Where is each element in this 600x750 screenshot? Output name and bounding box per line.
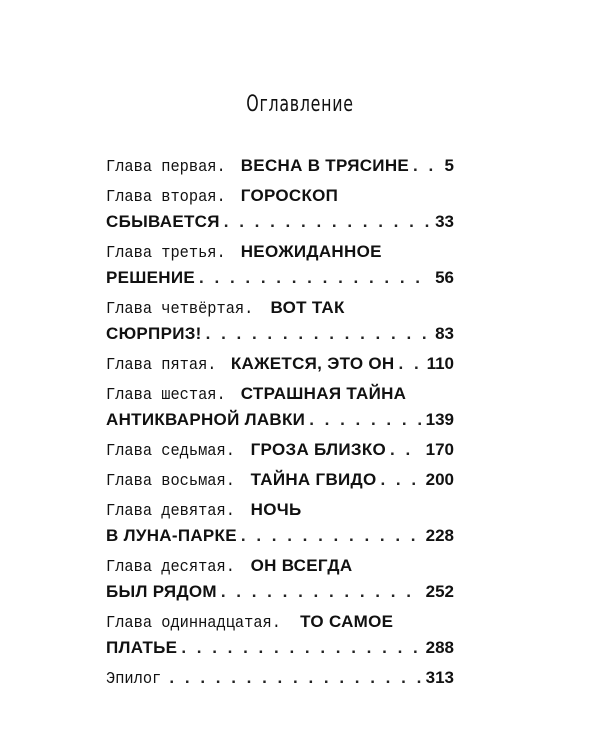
- chapter-label: Глава вторая.: [106, 187, 226, 206]
- chapter-title: ВОТ ТАК: [270, 298, 345, 317]
- toc-entry-2: [106, 183, 454, 235]
- page-title: Оглавление: [246, 92, 354, 117]
- chapter-title: ВЕСНА В ТРЯСИНЕ: [240, 156, 410, 175]
- toc-entry-3: [106, 239, 454, 291]
- page-number: 5: [444, 156, 454, 175]
- chapter-title: ГРОЗА БЛИЗКО: [250, 440, 387, 459]
- leader-dots: [309, 407, 421, 433]
- page-number: 110: [426, 354, 454, 373]
- toc-entry-epilogue: [106, 665, 454, 691]
- leader-dots: [206, 321, 431, 347]
- toc-entry-5: [106, 351, 454, 377]
- chapter-title-continued: АНТИКВАРНОЙ ЛАВКИ: [106, 410, 306, 429]
- leader-dots: [169, 665, 421, 691]
- epilogue-label: Эпилог: [106, 669, 162, 688]
- leader-dots: [199, 265, 431, 291]
- leader-dots: [413, 153, 440, 179]
- chapter-title-continued: РЕШЕНИЕ: [106, 268, 196, 287]
- chapter-label: Глава одиннадцатая.: [106, 613, 281, 632]
- page-number: 200: [425, 470, 454, 489]
- chapter-title: ТО САМОЕ: [300, 612, 394, 631]
- chapter-label: Глава первая.: [106, 157, 226, 176]
- chapter-title: НЕОЖИДАННОЕ: [240, 242, 382, 261]
- chapter-title-continued: СБЫВАЕТСЯ: [106, 212, 220, 231]
- chapter-label: Глава третья.: [106, 243, 226, 262]
- chapter-label: Глава восьмая.: [106, 471, 235, 490]
- chapter-title: НОЧЬ: [250, 500, 302, 519]
- leader-dots: [221, 579, 422, 605]
- leader-dots: [399, 351, 423, 377]
- toc-entry-7: [106, 437, 454, 463]
- chapter-title: ТАЙНА ГВИДО: [250, 470, 377, 489]
- page-number: 313: [425, 668, 454, 687]
- toc-entry-6: [106, 381, 454, 433]
- leader-dots: [380, 467, 421, 493]
- toc-entry-10: [106, 553, 454, 605]
- page-number: 252: [425, 582, 454, 601]
- table-of-contents: [106, 153, 454, 695]
- chapter-title: ОН ВСЕГДА: [250, 556, 353, 575]
- chapter-title-continued: В ЛУНА-ПАРКЕ: [106, 526, 237, 545]
- leader-dots: [181, 635, 421, 661]
- page-number: 228: [425, 526, 454, 545]
- page-number: 56: [435, 268, 454, 287]
- page-number: 139: [425, 410, 454, 429]
- toc-entry-4: [106, 295, 454, 347]
- page-number: 170: [425, 440, 454, 459]
- toc-entry-1: [106, 153, 454, 179]
- chapter-title: СТРАШНАЯ ТАЙНА: [240, 384, 407, 403]
- chapter-title: КАЖЕТСЯ, ЭТО ОН: [230, 354, 395, 373]
- chapter-label: Глава десятая.: [106, 557, 235, 576]
- chapter-title: ГОРОСКОП: [240, 186, 339, 205]
- chapter-label: Глава седьмая.: [106, 441, 235, 460]
- leader-dots: [224, 209, 431, 235]
- chapter-title-continued: СЮРПРИЗ!: [106, 324, 202, 343]
- chapter-title-continued: БЫЛ РЯДОМ: [106, 582, 217, 601]
- toc-entry-11: [106, 609, 454, 661]
- page-number: 83: [435, 324, 454, 343]
- toc-entry-9: [106, 497, 454, 549]
- chapter-label: Глава девятая.: [106, 501, 235, 520]
- chapter-label: Глава четвёртая.: [106, 299, 254, 318]
- page-number: 288: [425, 638, 454, 657]
- toc-entry-8: [106, 467, 454, 493]
- chapter-label: Глава пятая.: [106, 355, 217, 374]
- chapter-title-continued: ПЛАТЬЕ: [106, 638, 178, 657]
- leader-dots: [241, 523, 422, 549]
- chapter-label: Глава шестая.: [106, 385, 226, 404]
- page-number: 33: [435, 212, 454, 231]
- leader-dots: [390, 437, 422, 463]
